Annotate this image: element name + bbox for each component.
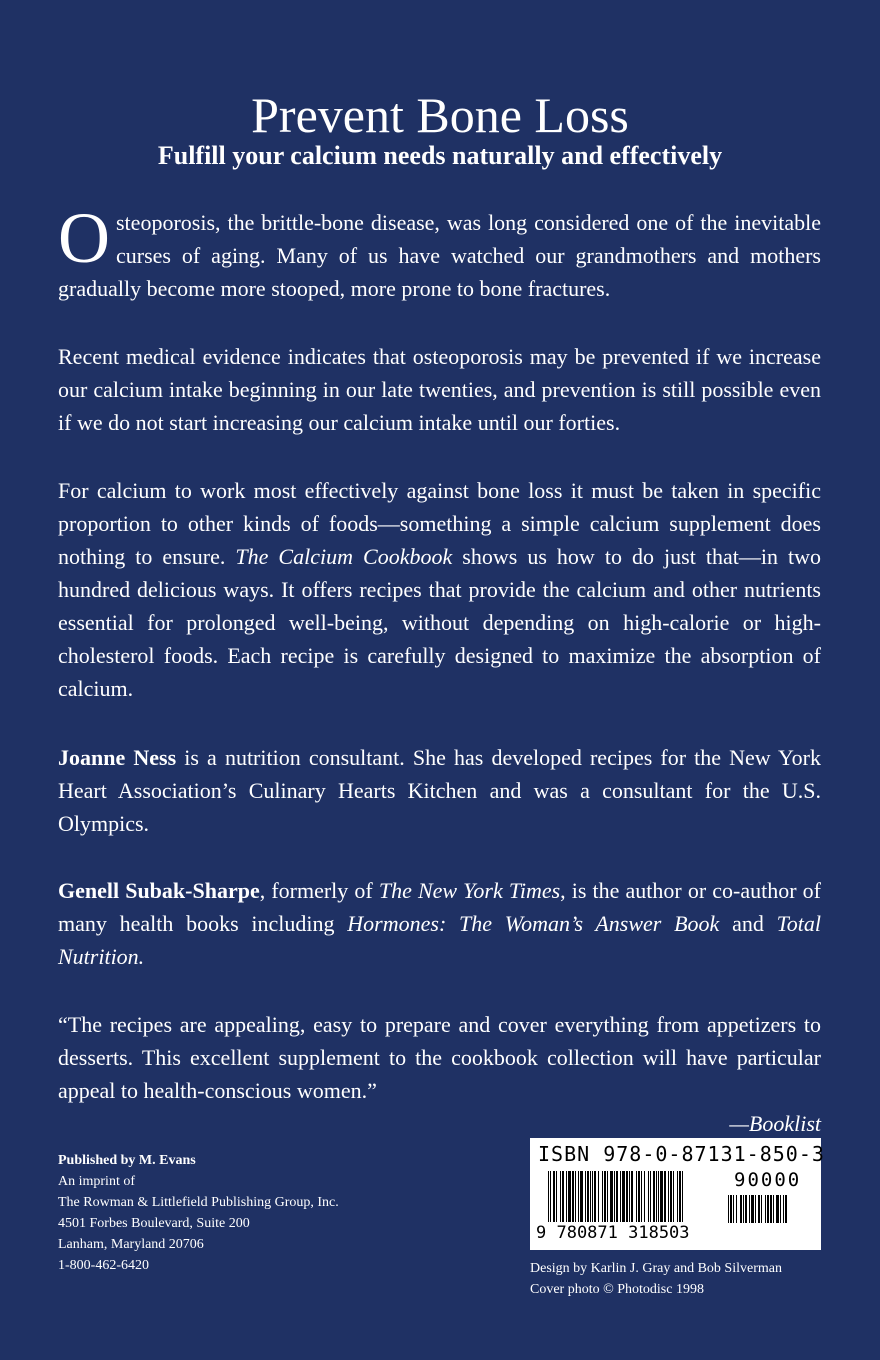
publisher-city: Lanham, Maryland 20706	[58, 1237, 204, 1252]
work-title-total-nutrition: Total Nutrition.	[58, 911, 822, 969]
publisher-phone: 1-800-462-6420	[58, 1258, 149, 1273]
author-bio-text-b: , is the author or co-author of many health books including	[58, 878, 822, 936]
barcode-ean-digits: 9 780871 318503	[536, 1222, 726, 1244]
evidence-paragraph: Recent medical evidence indicates that osteoporosis may be prevented if we increase our calcium intake beginning in our late twenties, and prevention is still possible even if we do not start increasing our calcium intake until our forties.	[58, 344, 821, 435]
cover-title: Prevent Bone Loss	[251, 87, 629, 143]
photo-credit: Cover photo © Photodisc 1998	[530, 1282, 704, 1297]
author-bio-ness-text: is a nutrition consultant. She has developed recipes for the New York Heart Association’s Culinary Hearts Kitchen and was a consultant for the U.S. Olympics.	[58, 745, 822, 836]
author-bio-text-c: and	[732, 911, 764, 936]
cover-credits	[530, 1258, 830, 1300]
work-title-hormones: Hormones: The Woman’s Answer Book	[347, 911, 720, 936]
publisher-info	[58, 1150, 478, 1276]
author-name-ness: Joanne Ness	[58, 745, 177, 770]
publisher-imprint-note: An imprint of	[58, 1174, 135, 1189]
author-bio-ness	[58, 741, 821, 840]
author-bio-text-a: , formerly of	[259, 878, 373, 903]
isbn-barcode	[530, 1138, 825, 1250]
description-text-1: For calcium to work most effectively against bone loss it must be taken in specific proportion to other kinds of foods—something a simple calcium supplement does nothing to ensure.	[58, 478, 821, 569]
cover-subtitle: Fulfill your calcium needs naturally and effectively	[157, 141, 723, 170]
author-bio-subak-sharpe	[58, 874, 821, 973]
drop-cap: O	[58, 198, 110, 278]
review-quote	[58, 1008, 821, 1140]
publisher-name: Published by M. Evans	[58, 1153, 196, 1168]
description-paragraph	[58, 474, 821, 705]
description-text-2: shows us how to do just that—in two hundred delicious ways. It offers recipes that provide the calcium and other nutrients essential for prolonged well-being, without depending on high-calorie or high-cholesterol foods. Each recipe is carefully designed to maximize the absorption of calcium.	[58, 544, 822, 701]
publisher-street: 4501 Forbes Boulevard, Suite 200	[58, 1216, 250, 1231]
book-title: The Calcium Cookbook	[235, 544, 453, 569]
intro-paragraph	[58, 198, 821, 305]
barcode-addon-bars-icon	[728, 1195, 812, 1223]
review-quote-text: “The recipes are appealing, easy to prepare and cover everything from appetizers to desserts. This excellent supplement to the cookbook collection will have particular appeal to health-conscious women.”	[58, 1012, 821, 1103]
isbn-label: ISBN 978-0-87131-850-3	[538, 1142, 825, 1166]
intro-text: steoporosis, the brittle-bone disease, was long considered one of the inevitable curses of aging. Many of us have watched our grandmothers and mothers gradually become more stooped, more prone to bone fractures.	[58, 210, 821, 301]
review-attribution: —Booklist	[729, 1111, 821, 1136]
design-credit: Design by Karlin J. Gray and Bob Silverman	[530, 1261, 782, 1276]
publisher-group: The Rowman & Littlefield Publishing Group, Inc.	[58, 1195, 339, 1210]
barcode-addon-digits: 90000	[734, 1169, 802, 1191]
author-name-subak-sharpe: Genell Subak-Sharpe	[58, 878, 260, 903]
work-title-nyt: The New York Times	[378, 878, 561, 903]
